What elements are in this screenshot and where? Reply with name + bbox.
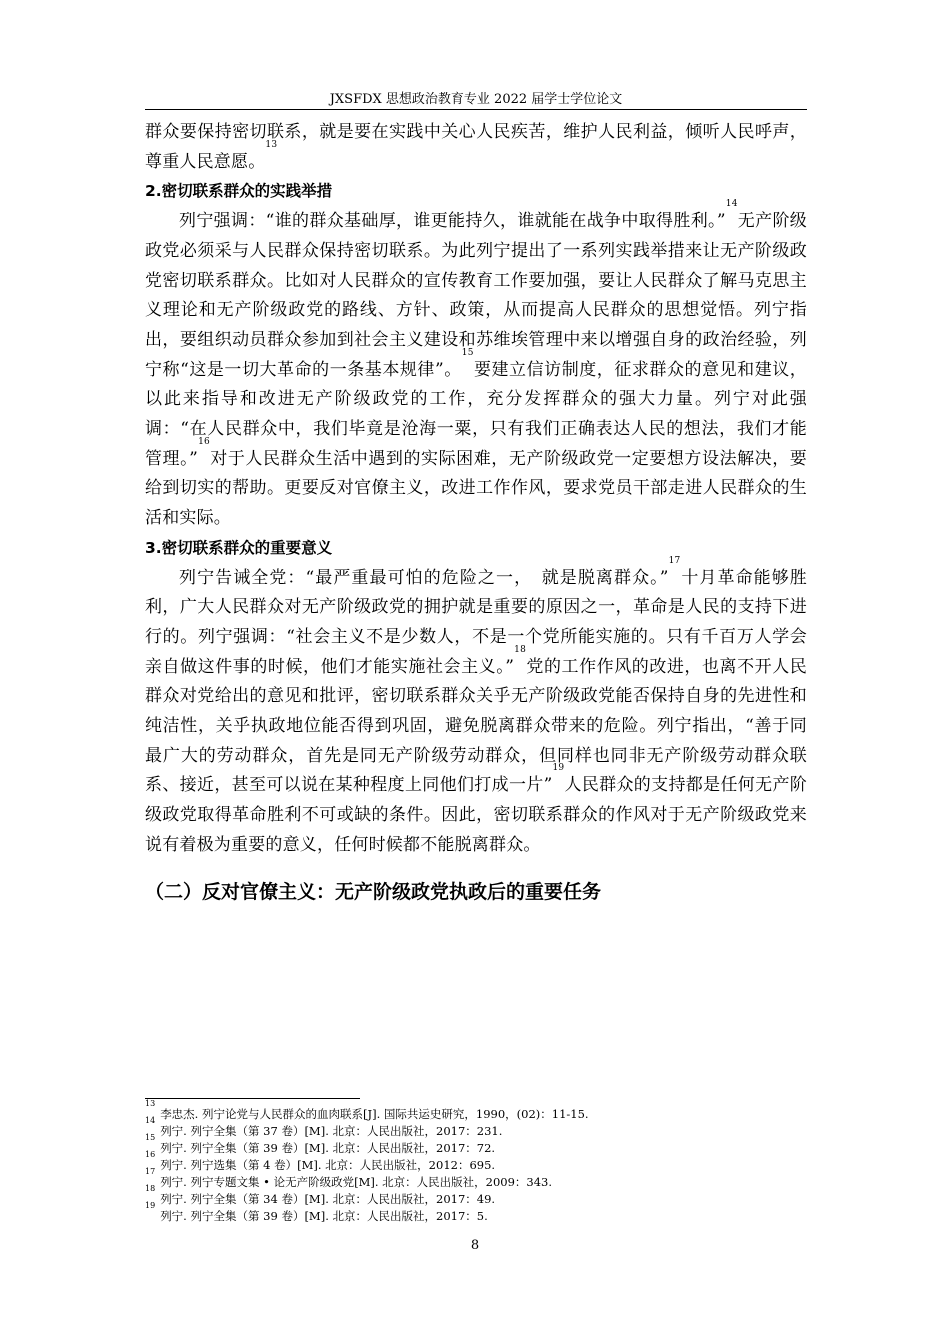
page-header: JXSFDX 思想政治教育专业 2022 届学士学位论文: [329, 92, 623, 107]
text-run: 党的工作作风的改进，也离不开人民群众对党给出的意见和批评，密切联系群众关乎无产阶级政党能否保持自身的先进性和纯洁性，关乎执政地位能否得到巩固，避免脱离群众带来的危险。列宁指出，“善于同最广大的劳动群众，首先是同无产阶级劳动群众，但同样也同非无产阶级劳动群众联系、接近，甚至可以说在某种程度上同他们打成一片”: [145, 656, 808, 796]
text-run: 列宁告诫全党：“最严重最可怕的危险之一， 就是脱离群众。”: [179, 567, 669, 588]
section-heading-2: 2.密切联系群众的实践举措: [145, 182, 333, 201]
footnote-item: [145, 1150, 807, 1174]
footnote-item: [145, 1116, 807, 1140]
footnote-item: [145, 1133, 807, 1157]
footnote-text: 列宁. 列宁全集（第 39 卷）[M]. 北京：人民出版社，2017：72.: [160, 1141, 496, 1155]
text-run: 人民群众的支持都是任何无产阶级政党取得革命胜利不可或缺的条件。因此，密切联系群众的作风对于无产阶级政党来说有着极为重要的意义，任何时候都不能脱离群众。: [145, 775, 807, 855]
text-run: 要建立信访制度，征求群众的意见和建议，以此来指导和改进无产阶级政党的工作，充分发挥群众的强大力量。列宁对此强调：“在人民群众中，我们毕竟是沧海一粟，只有我们正确表达人民的想法，我们才能管理。”: [145, 359, 807, 469]
footnote-ref[interactable]: 17: [668, 555, 681, 566]
header-rule: [145, 109, 807, 110]
footnote-number: 15: [145, 1133, 156, 1142]
footnote-number: 18: [145, 1184, 156, 1193]
footnote-text: 列宁. 列宁选集（第 4 卷）[M]. 北京：人民出版社，2012：695.: [160, 1158, 496, 1172]
footnote-ref[interactable]: 14: [725, 199, 738, 210]
text-run: 无产阶级政党必须采与人民群众保持密切联系。为此列宁提出了一系列实践举措来让无产阶级政党密切联系群众。比如对人民群众的宣传教育工作要加强，要让人民群众了解马克思主义理论和无产阶级政党的路线、方针、政策，从而提高人民群众的思想觉悟。列宁指出，要组织动员群众参加到社会主义建设和苏维埃管理中来以增强自身的政治经验，列宁称“这是一切大革命的一条基本规律”。: [145, 211, 807, 380]
footnote-ref[interactable]: 13: [265, 139, 278, 150]
footnote-item: [145, 1201, 807, 1225]
text-run: 十月革命能够胜利，广大人民群众对无产阶级政党的拥护就是重要的原因之一，革命是人民的支持下进行的。列宁强调：“社会主义不是少数人，不是一个党所能实施的。只有千百万人学会亲自做这件事的时候，他们才能实施社会主义。”: [145, 567, 807, 677]
text-run: 群众要保持密切联系，就是要在实践中关心人民疾苦，维护人民利益，倾听人民呼声，尊重人民意愿。: [145, 122, 807, 172]
page-number: 8: [470, 1238, 480, 1253]
footnote-item: [145, 1099, 807, 1123]
section-heading-3: 3.密切联系群众的重要意义: [145, 538, 333, 557]
footnotes: [145, 1099, 807, 1225]
text-run: 对于人民群众生活中遇到的实际困难，无产阶级政党一定要想方设法解决，要给到切实的帮助。更要反对官僚主义，改进工作作风，要求党员干部走进人民群众的生活和实际。: [145, 448, 807, 529]
footnote-number: 17: [145, 1167, 156, 1176]
paragraph: [145, 555, 808, 861]
footnote-item: [145, 1184, 807, 1208]
footnote-number: 14: [145, 1116, 156, 1125]
main-body: [145, 118, 807, 907]
footnote-text: 列宁. 列宁专题文集 • 论无产阶级政党[M]. 北京：人民出版社，2009：343.: [160, 1175, 553, 1189]
chapter-heading: （二）反对官僚主义：无产阶级政党执政后的重要任务: [145, 880, 602, 903]
footnote-rule: [145, 1098, 360, 1099]
text-run: 列宁强调：“谁的群众基础厚，谁更能持久，谁就能在战争中取得胜利。”: [179, 211, 726, 232]
footnote-ref[interactable]: 16: [198, 436, 210, 447]
footnote-text: 李忠杰. 列宁论党与人民群众的血肉联系[J]. 国际共运史研究，1990，(02)：11-15.: [160, 1107, 589, 1121]
footnote-text: 列宁. 列宁全集（第 34 卷）[M]. 北京：人民出版社，2017：49.: [160, 1192, 496, 1206]
footnote-number: 19: [145, 1201, 156, 1210]
paragraph: [145, 118, 807, 177]
footnote-text: 列宁. 列宁全集（第 37 卷）[M]. 北京：人民出版社，2017：231.: [160, 1124, 503, 1138]
footnote-text: 列宁. 列宁全集（第 39 卷）[M]. 北京：人民出版社，2017：5.: [160, 1209, 488, 1223]
footnote-number: 16: [145, 1150, 156, 1159]
paragraph: [145, 199, 807, 534]
footnote-item: [145, 1167, 807, 1191]
footnote-ref[interactable]: 15: [461, 347, 474, 358]
footnote-number: 13: [145, 1099, 156, 1108]
footnote-ref[interactable]: 18: [514, 644, 527, 655]
footnote-ref[interactable]: 19: [552, 763, 565, 774]
